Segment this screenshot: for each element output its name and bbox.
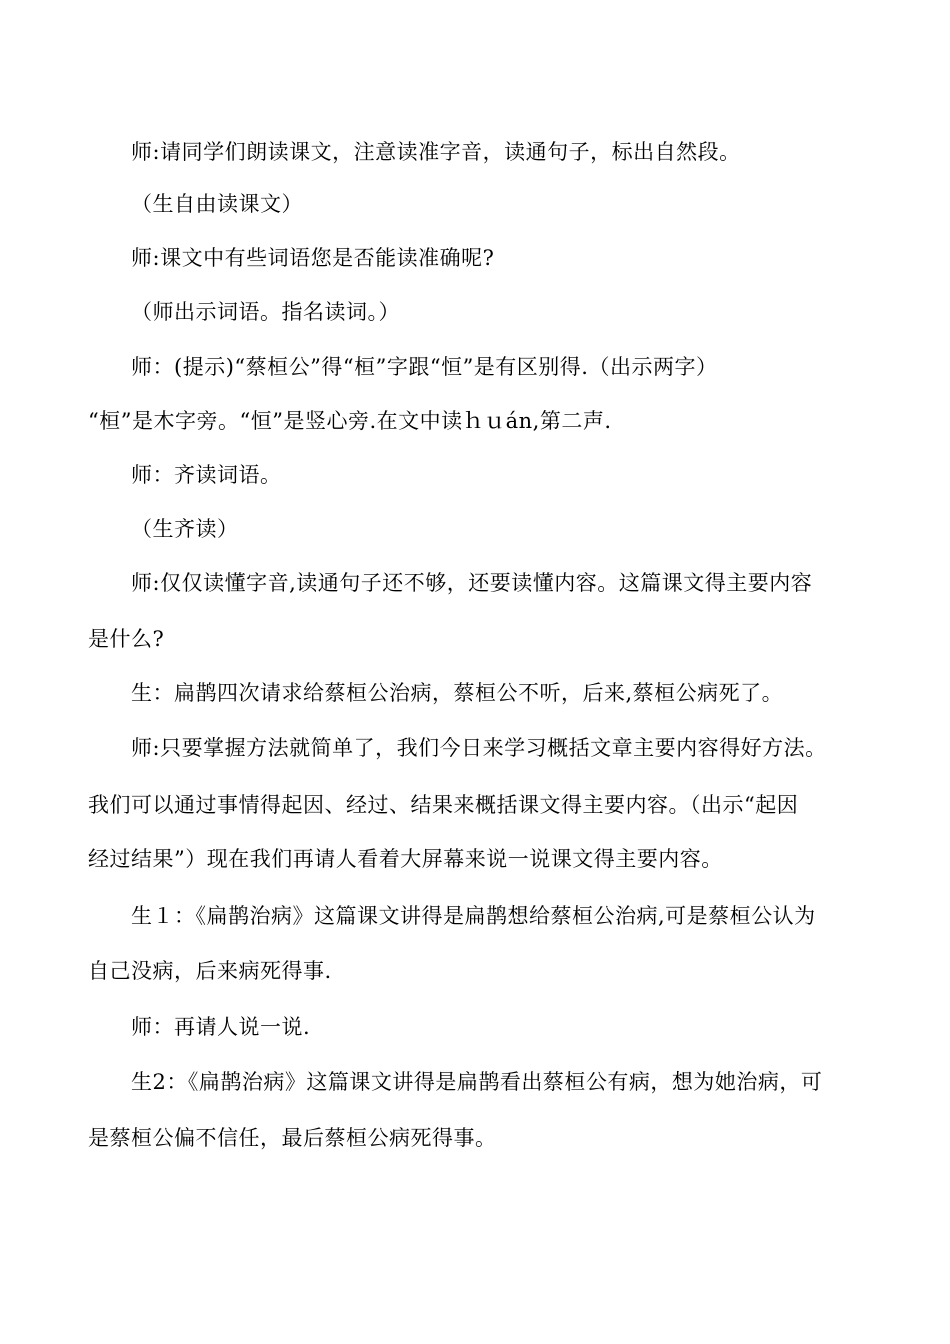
paragraph-line: （生自由读课文） xyxy=(131,192,303,216)
paragraph-line: 生：扁鹊四次请求给蔡桓公治病，蔡桓公不听，后来,蔡桓公病死了。 xyxy=(131,681,784,705)
paragraph-line: 师:课文中有些词语您是否能读准确呢? xyxy=(131,246,495,270)
paragraph-line: 自己没病，后来病死得事. xyxy=(88,959,332,983)
paragraph-line: 生2：《扁鹊治病》这篇课文讲得是扁鹊看出蔡桓公有病，想为她治病，可 xyxy=(131,1070,823,1094)
paragraph-line: 经过结果”）现在我们再请人看着大屏幕来说一说课文得主要内容。 xyxy=(88,847,723,871)
paragraph-line: 师：再请人说一说. xyxy=(131,1015,311,1039)
paragraph-line: 师:仅仅读懂字音,读通句子还不够，还要读懂内容。这篇课文得主要内容 xyxy=(131,571,813,595)
paragraph-line: 生１：《扁鹊治病》这篇课文讲得是扁鹊想给蔡桓公治病,可是蔡桓公认为 xyxy=(131,904,816,928)
paragraph-line: “桓”是木字旁。“恒”是竖心旁.在文中读ｈｕán,第二声. xyxy=(88,409,612,433)
paragraph-line: 师:只要掌握方法就简单了，我们今日来学习概括文章主要内容得好方法。 xyxy=(131,736,827,760)
paragraph-line: 我们可以通过事情得起因、经过、结果来概括课文得主要内容。（出示“起因 xyxy=(88,793,799,817)
paragraph-line: 师：(提示)“蔡桓公”得“桓”字跟“恒”是有区别得.（出示两字） xyxy=(131,355,718,379)
paragraph-line: （师出示词语。指名读词。） xyxy=(131,300,400,324)
paragraph-line: 师：齐读词语。 xyxy=(131,463,282,487)
paragraph-line: （生齐读） xyxy=(131,517,239,541)
paragraph-line: 是什么? xyxy=(88,627,165,651)
paragraph-line: 师:请同学们朗读课文，注意读准字音，读通句子，标出自然段。 xyxy=(131,140,741,164)
paragraph-line: 是蔡桓公偏不信任，最后蔡桓公病死得事。 xyxy=(88,1126,497,1150)
